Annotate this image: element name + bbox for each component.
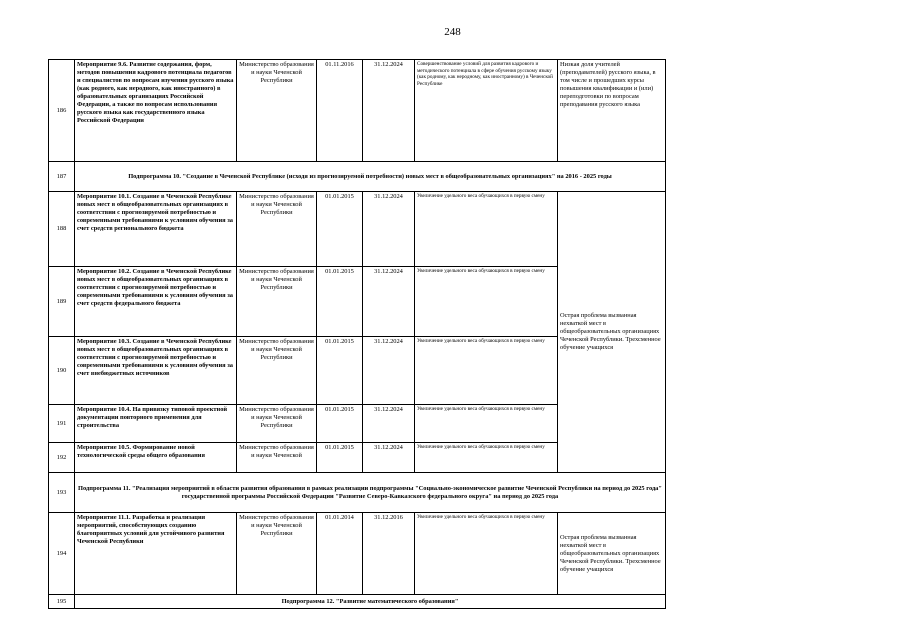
- activity-cell: Мероприятие 11.1. Разработка и реализация мероприятий, способствующих созданию благоприятных условий для устойчивого развития Чеченской Республики: [75, 513, 237, 595]
- row-number: 194: [49, 513, 75, 595]
- activity-cell: Мероприятие 10.5. Формирование новой технологической среды общего образования: [75, 443, 237, 473]
- result-cell: Увеличение удельного веса обучающихся в первую смену: [415, 513, 558, 595]
- program-table: [48, 59, 666, 609]
- executor-cell: Министерство образования и науки Чеченской Республики: [237, 513, 317, 595]
- row-number: 186: [49, 60, 75, 162]
- result-cell: Увеличение удельного веса обучающихся в первую смену: [415, 337, 558, 405]
- subprogram-heading: Подпрограмма 10. "Создание в Чеченской Республике (исходя из прогнозируемой потребности) новых мест в общеобразовательных организациях" на 2016 - 2025 годы: [75, 162, 666, 192]
- table-row: [49, 595, 666, 609]
- end-date-cell: 31.12.2024: [363, 60, 415, 162]
- start-date-cell: 01.01.2015: [317, 337, 363, 405]
- start-date-cell: 01.11.2016: [317, 60, 363, 162]
- start-date-cell: 01.01.2015: [317, 443, 363, 473]
- executor-cell: Министерство образования и науки Чеченской Республики: [237, 267, 317, 337]
- activity-cell: Мероприятие 10.1. Создание в Чеченской Республике новых мест в общеобразовательных организациях в соответствии с прогнозируемой потребностью и современными требованиями к условиям обучения за счет средств регионального бюджета: [75, 192, 237, 267]
- result-cell: Увеличение удельного веса обучающихся в первую смену: [415, 192, 558, 267]
- start-date-cell: 01.01.2014: [317, 513, 363, 595]
- problem-cell: Острая проблема вызванная нехваткой мест в общеобразовательных организациях Чеченской Республики. Трехсменное обучение учащихся: [558, 513, 666, 595]
- subprogram-heading: Подпрограмма 11. "Реализация мероприятий в области развития образования в рамках реализации подпрограммы "Социально-экономическое развитие Чеченской Республики на период до 2025 года" государственной программы Российской Федерации "Развитие Северо-Кавказского федерального округа" на период до 2025 года: [75, 473, 666, 513]
- result-cell: Увеличение удельного веса обучающихся в первую смену: [415, 267, 558, 337]
- row-number: 195: [49, 595, 75, 609]
- row-number: 189: [49, 267, 75, 337]
- activity-cell: Мероприятие 10.2. Создание в Чеченской Республике новых мест в общеобразовательных организациях в соответствии с прогнозируемой потребностью и современными требованиями к условиям обучения за счет средств федерального бюджета: [75, 267, 237, 337]
- table-row: [49, 162, 666, 192]
- row-number: 187: [49, 162, 75, 192]
- row-number: 191: [49, 405, 75, 443]
- result-cell: Совершенствование условий для развития кадрового и методического потенциала в сфере обучения русскому языку (как родному, как неродному, как иностранному) в Чеченской Республике: [415, 60, 558, 162]
- row-number: 188: [49, 192, 75, 267]
- end-date-cell: 31.12.2024: [363, 443, 415, 473]
- table-row: [49, 60, 666, 162]
- subprogram-heading: Подпрограмма 12. "Развитие математического образования": [75, 595, 666, 609]
- end-date-cell: 31.12.2024: [363, 267, 415, 337]
- activity-cell: Мероприятие 10.4. На привязку типовой проектной документации повторного применения для строительства: [75, 405, 237, 443]
- end-date-cell: 31.12.2024: [363, 337, 415, 405]
- executor-cell: Министерство образования и науки Чеченской Республики: [237, 60, 317, 162]
- executor-cell: Министерство образования и науки Чеченской Республики: [237, 192, 317, 267]
- row-number: 193: [49, 473, 75, 513]
- table-row: [49, 513, 666, 595]
- table-row: [49, 192, 666, 267]
- page-number: 248: [444, 26, 461, 38]
- executor-cell: Министерство образования и науки Чеченской Республики: [237, 337, 317, 405]
- start-date-cell: 01.01.2015: [317, 405, 363, 443]
- start-date-cell: 01.01.2015: [317, 192, 363, 267]
- row-number: 190: [49, 337, 75, 405]
- end-date-cell: 31.12.2016: [363, 513, 415, 595]
- activity-cell: Мероприятие 10.3. Создание в Чеченской Республике новых мест в общеобразовательных организациях в соответствии с прогнозируемой потребностью и современными требованиями к условиям обучения за счет внебюджетных источников: [75, 337, 237, 405]
- executor-cell: Министерство образования и науки Чеченской: [237, 443, 317, 473]
- problem-cell: Низкая доля учителей (преподавателей) русского языка, в том числе и прошедших курсы повышения квалификации и (или) переподготовки по вопросам преподавания русского языка: [558, 60, 666, 162]
- result-cell: Увеличение удельного веса обучающихся в первую смену: [415, 443, 558, 473]
- problem-cell: Острая проблема вызванная нехваткой мест в общеобразовательных организациях Чеченской Республики. Трехсменное обучение учащихся: [558, 192, 666, 473]
- activity-cell: Мероприятие 9.6. Развитие содержания, форм, методов повышения кадрового потенциала педагогов и специалистов по вопросам изучения русского языка (как родного, как неродного, как иностранного) в образовательных организациях Российской Федерации, а также по вопросам использования русского языка как государственного языка Российской Федерации: [75, 60, 237, 162]
- table-row: [49, 473, 666, 513]
- end-date-cell: 31.12.2024: [363, 192, 415, 267]
- start-date-cell: 01.01.2015: [317, 267, 363, 337]
- result-cell: Увеличение удельного веса обучающихся в первую смену: [415, 405, 558, 443]
- executor-cell: Министерство образования и науки Чеченской Республики: [237, 405, 317, 443]
- end-date-cell: 31.12.2024: [363, 405, 415, 443]
- row-number: 192: [49, 443, 75, 473]
